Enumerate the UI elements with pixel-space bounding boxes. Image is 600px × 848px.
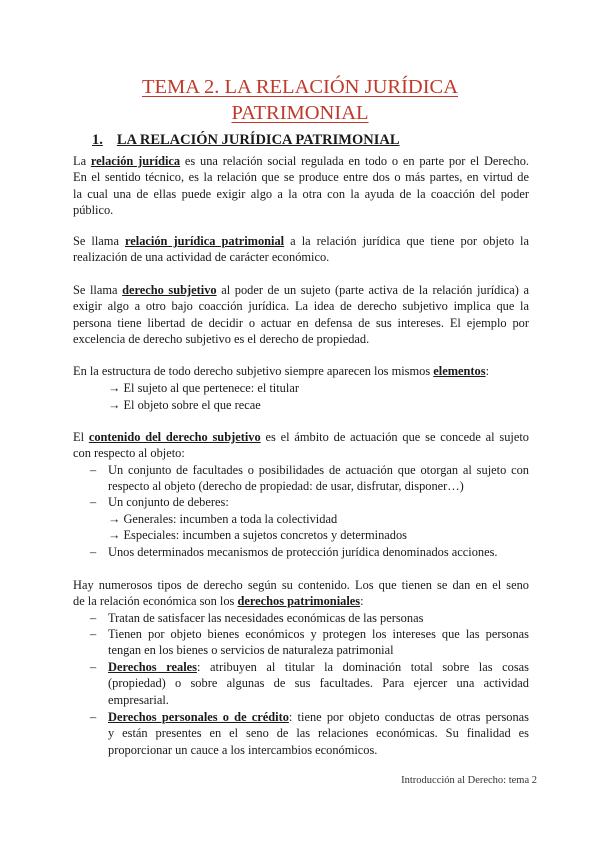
paragraph-relacion-juridica xyxy=(73,153,529,219)
title-line-2: PATRIMONIAL xyxy=(231,102,369,124)
dash-bullet: – xyxy=(90,545,97,559)
paragraph-derechos-patrimoniales xyxy=(73,577,529,610)
text-line: empresarial. xyxy=(108,692,169,707)
paragraph-derecho-subjetivo xyxy=(73,282,529,348)
sublist-item-especiales: → Especiales: incumben a sujetos concretos y determinados xyxy=(108,528,408,542)
dash-bullet: – xyxy=(90,660,97,674)
section-heading xyxy=(92,132,400,149)
term-derechos-personales: Derechos personales o de crédito xyxy=(108,710,289,724)
text-line: exigir algo a otro bajo coacción jurídica. La idea de derecho subjetivo implica que la xyxy=(73,299,529,314)
list-item-objeto: → El objeto sobre el que recae xyxy=(108,398,261,412)
text-line: Tienen por objeto bienes económicos y protegen los intereses que las personas xyxy=(108,627,529,641)
text-line: (propiedad) o sobre algunas de sus facultades. Para ejercer una actividad xyxy=(108,676,529,691)
text-line: la cual una de ellas puede exigir algo a la otra con la ayuda de la coacción del poder xyxy=(73,186,529,201)
text-line: y están presentes en el seno de las relaciones económicas. Su finalidad es xyxy=(108,726,529,741)
dash-bullet: – xyxy=(90,463,97,477)
text-line: Tratan de satisfacer las necesidades económicas de las personas xyxy=(108,611,424,625)
text-line: tengan en los bienes o servicios de naturaleza patrimonial xyxy=(108,643,394,658)
text: : atribuyen al titular la dominación total sobre las cosas xyxy=(196,660,529,674)
title-line-1: TEMA 2. LA RELACIÓN JURÍDICA xyxy=(141,76,459,98)
text: La xyxy=(73,154,91,168)
text-line: respecto al objeto (derecho de propiedad: de usar, disfrutar, disponer…) xyxy=(108,479,464,494)
list-item-sujeto: → El sujeto al que pertenece: el titular xyxy=(108,381,299,395)
term-derechos-reales: Derechos reales xyxy=(108,660,197,674)
section-number: 1. xyxy=(92,132,103,148)
dash-bullet: – xyxy=(90,710,97,724)
text: : tiene por objeto conductas de otras personas xyxy=(288,710,529,724)
text: de la relación económica son los xyxy=(73,594,238,609)
paragraph-relacion-patrimonial xyxy=(73,233,529,266)
term-contenido: contenido del derecho subjetivo xyxy=(88,430,261,444)
dash-bullet: – xyxy=(90,495,97,509)
text: : xyxy=(360,594,364,609)
text-line: proporcionar un cauce a los intercambios económicos. xyxy=(108,742,378,757)
text-line: persona tiene libertad de decidir o actuar en defensa de sus intereses. El ejemplo por xyxy=(73,315,529,330)
page-footer: Introducción al Derecho: tema 2 xyxy=(401,775,537,786)
sublist-item-generales: → Generales: incumben a toda la colectividad xyxy=(108,512,338,526)
text-line: con respecto al objeto: xyxy=(73,446,185,461)
text: El xyxy=(73,430,89,444)
term-relacion-juridica: relación jurídica xyxy=(90,154,181,168)
text: Se llama xyxy=(73,283,123,297)
text: al poder de un sujeto (parte activa de la relación jurídica) a xyxy=(216,283,529,297)
paragraph-elementos xyxy=(73,363,529,379)
text: : xyxy=(485,364,490,378)
text-line: Un conjunto de deberes: xyxy=(108,495,229,509)
text-line: Hay numerosos tipos de derecho según su contenido. Los que tienen se dan en el seno xyxy=(73,578,529,592)
text: En la estructura de todo derecho subjetivo siempre aparecen los mismos xyxy=(73,364,434,378)
term-relacion-patrimonial: relación jurídica patrimonial xyxy=(124,234,285,248)
text-line: En el sentido técnico, es la relación que se produce entre dos o más partes, en virtud de xyxy=(73,170,529,185)
text: a la relación jurídica que tiene por objeto la xyxy=(284,234,529,248)
text-line: excelencia de derecho subjetivo es el derecho de propiedad. xyxy=(73,332,370,347)
term-derecho-subjetivo: derecho subjetivo xyxy=(122,283,217,297)
text-line: Un conjunto de facultades o posibilidades de actuación que otorgan al sujeto con xyxy=(108,463,529,477)
dash-bullet: – xyxy=(90,627,97,641)
text-line: realización de una actividad de carácter económico. xyxy=(73,250,330,265)
section-label: LA RELACIÓN JURÍDICA PATRIMONIAL xyxy=(116,132,400,148)
text: Se llama xyxy=(73,234,125,248)
dash-bullet: – xyxy=(90,611,97,625)
paragraph-contenido xyxy=(73,429,529,462)
term-derechos-patrimoniales: derechos patrimoniales xyxy=(237,594,361,609)
term-elementos: elementos xyxy=(433,364,486,378)
text: es el ámbito de actuación que se concede al sujeto xyxy=(260,430,530,444)
text: es una relación social regulada en todo o en parte por el Derecho. xyxy=(180,154,530,168)
text-line: público. xyxy=(73,203,114,218)
text-line: Unos determinados mecanismos de protección jurídica denominados acciones. xyxy=(108,545,498,559)
